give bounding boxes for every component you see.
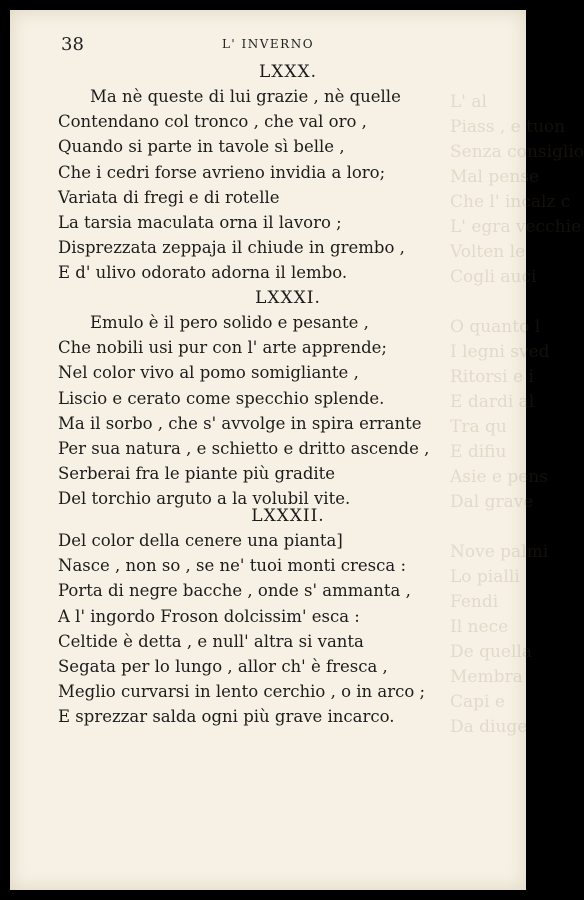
verse-line: Ma nè queste di lui grazie , nè quelle <box>90 87 401 106</box>
verse-line: Ma il sorbo , che s' avvolge in spira errante <box>58 413 422 433</box>
bleed-line: Fendi <box>450 592 499 612</box>
bleed-line: Dal grave <box>450 492 534 512</box>
page-number: 38 <box>61 34 84 55</box>
bleed-line: O quanto l <box>450 317 541 337</box>
bleed-line: I legni sved <box>450 342 550 362</box>
bleed-line: Asie e pens <box>450 467 548 487</box>
verse-line: Segata per lo lungo , allor ch' è fresca , <box>58 656 388 676</box>
stanza-number: LXXX. <box>258 62 317 82</box>
bleed-line: Lo pialli <box>450 567 520 587</box>
verse-line: Nasce , non so , se ne' tuoi monti cresca : <box>58 556 407 576</box>
bleed-line: Senza consiglio <box>450 142 584 162</box>
bleed-line: Ritorsi e i <box>450 367 534 387</box>
verse-line: Nel color vivo al pomo somigliante , <box>58 363 359 383</box>
bleed-line: E dardi al <box>450 392 535 412</box>
verse-line: Del torchio arguto a la volubil vite. <box>58 489 351 509</box>
verse-line: Che i cedri forse avrieno invidia a loro; <box>58 162 386 182</box>
stanza-number: LXXXI. <box>255 288 321 308</box>
bleed-line: Mal pense <box>450 167 540 187</box>
stanza-lxxx <box>58 60 478 286</box>
bleed-line: Capi e <box>450 692 505 712</box>
bleed-line: L' egra vecchie <box>450 217 582 237</box>
verse-line: A l' ingordo Froson dolcissim' esca : <box>58 606 360 626</box>
verse-line: Del color della cenere una pianta] <box>58 531 343 550</box>
bleed-line: Nove palmi <box>450 542 549 562</box>
bleed-line: L' al <box>450 92 487 112</box>
bleed-line: Piass , e tuon <box>450 117 566 137</box>
verse-line: Liscio e cerato come specchio splende. <box>58 388 385 408</box>
verse-line: Disprezzata zeppaja il chiude in grembo , <box>58 238 405 258</box>
verse-line: Per sua natura , e schietto e dritto ascende , <box>58 438 430 458</box>
bleed-line: De quella <box>450 642 532 662</box>
page-header <box>10 34 526 56</box>
stanza-lxxxi <box>58 286 478 512</box>
bleed-line: Da diuge <box>450 717 528 737</box>
bleed-line: E difiu <box>450 442 507 462</box>
bleed-line: Il nece <box>450 617 509 637</box>
verse-line: Che nobili usi pur con l' arte apprende; <box>58 338 387 358</box>
bleed-line: Membra <box>450 667 523 687</box>
stanza-number: LXXXII. <box>251 506 325 526</box>
verse-line: Contendano col tronco , che val oro , <box>58 112 367 132</box>
book-page <box>10 10 584 890</box>
verse-line: Celtide è detta , e null' altra si vanta <box>58 631 364 651</box>
verse-line: Porta di negre bacche , onde s' ammanta , <box>58 581 411 601</box>
bleed-line: Volten le <box>450 242 526 262</box>
bleed-line: Cogli auci <box>450 267 537 287</box>
verse-line: Meglio curvarsi in lento cerchio , o in arco ; <box>58 682 426 702</box>
verse-line: Emulo è il pero solido e pesante , <box>90 313 369 332</box>
bleed-line: Che l' incalz c <box>450 192 571 212</box>
verse-line: Serberai fra le piante più gradite <box>58 464 336 484</box>
bleed-line: Tra qu <box>450 417 507 437</box>
verse-line: E sprezzar salda ogni più grave incarco. <box>58 707 395 727</box>
verse-line: E d' ulivo odorato adorna il lembo. <box>58 263 348 283</box>
verse-line: La tarsia maculata orna il lavoro ; <box>58 212 342 232</box>
verse-line: Quando si parte in tavole sì belle , <box>58 137 345 157</box>
verse-line: Variata di fregi e di rotelle <box>58 187 280 207</box>
running-title: L' INVERNO <box>221 37 315 51</box>
stanza-lxxxii <box>58 504 478 730</box>
